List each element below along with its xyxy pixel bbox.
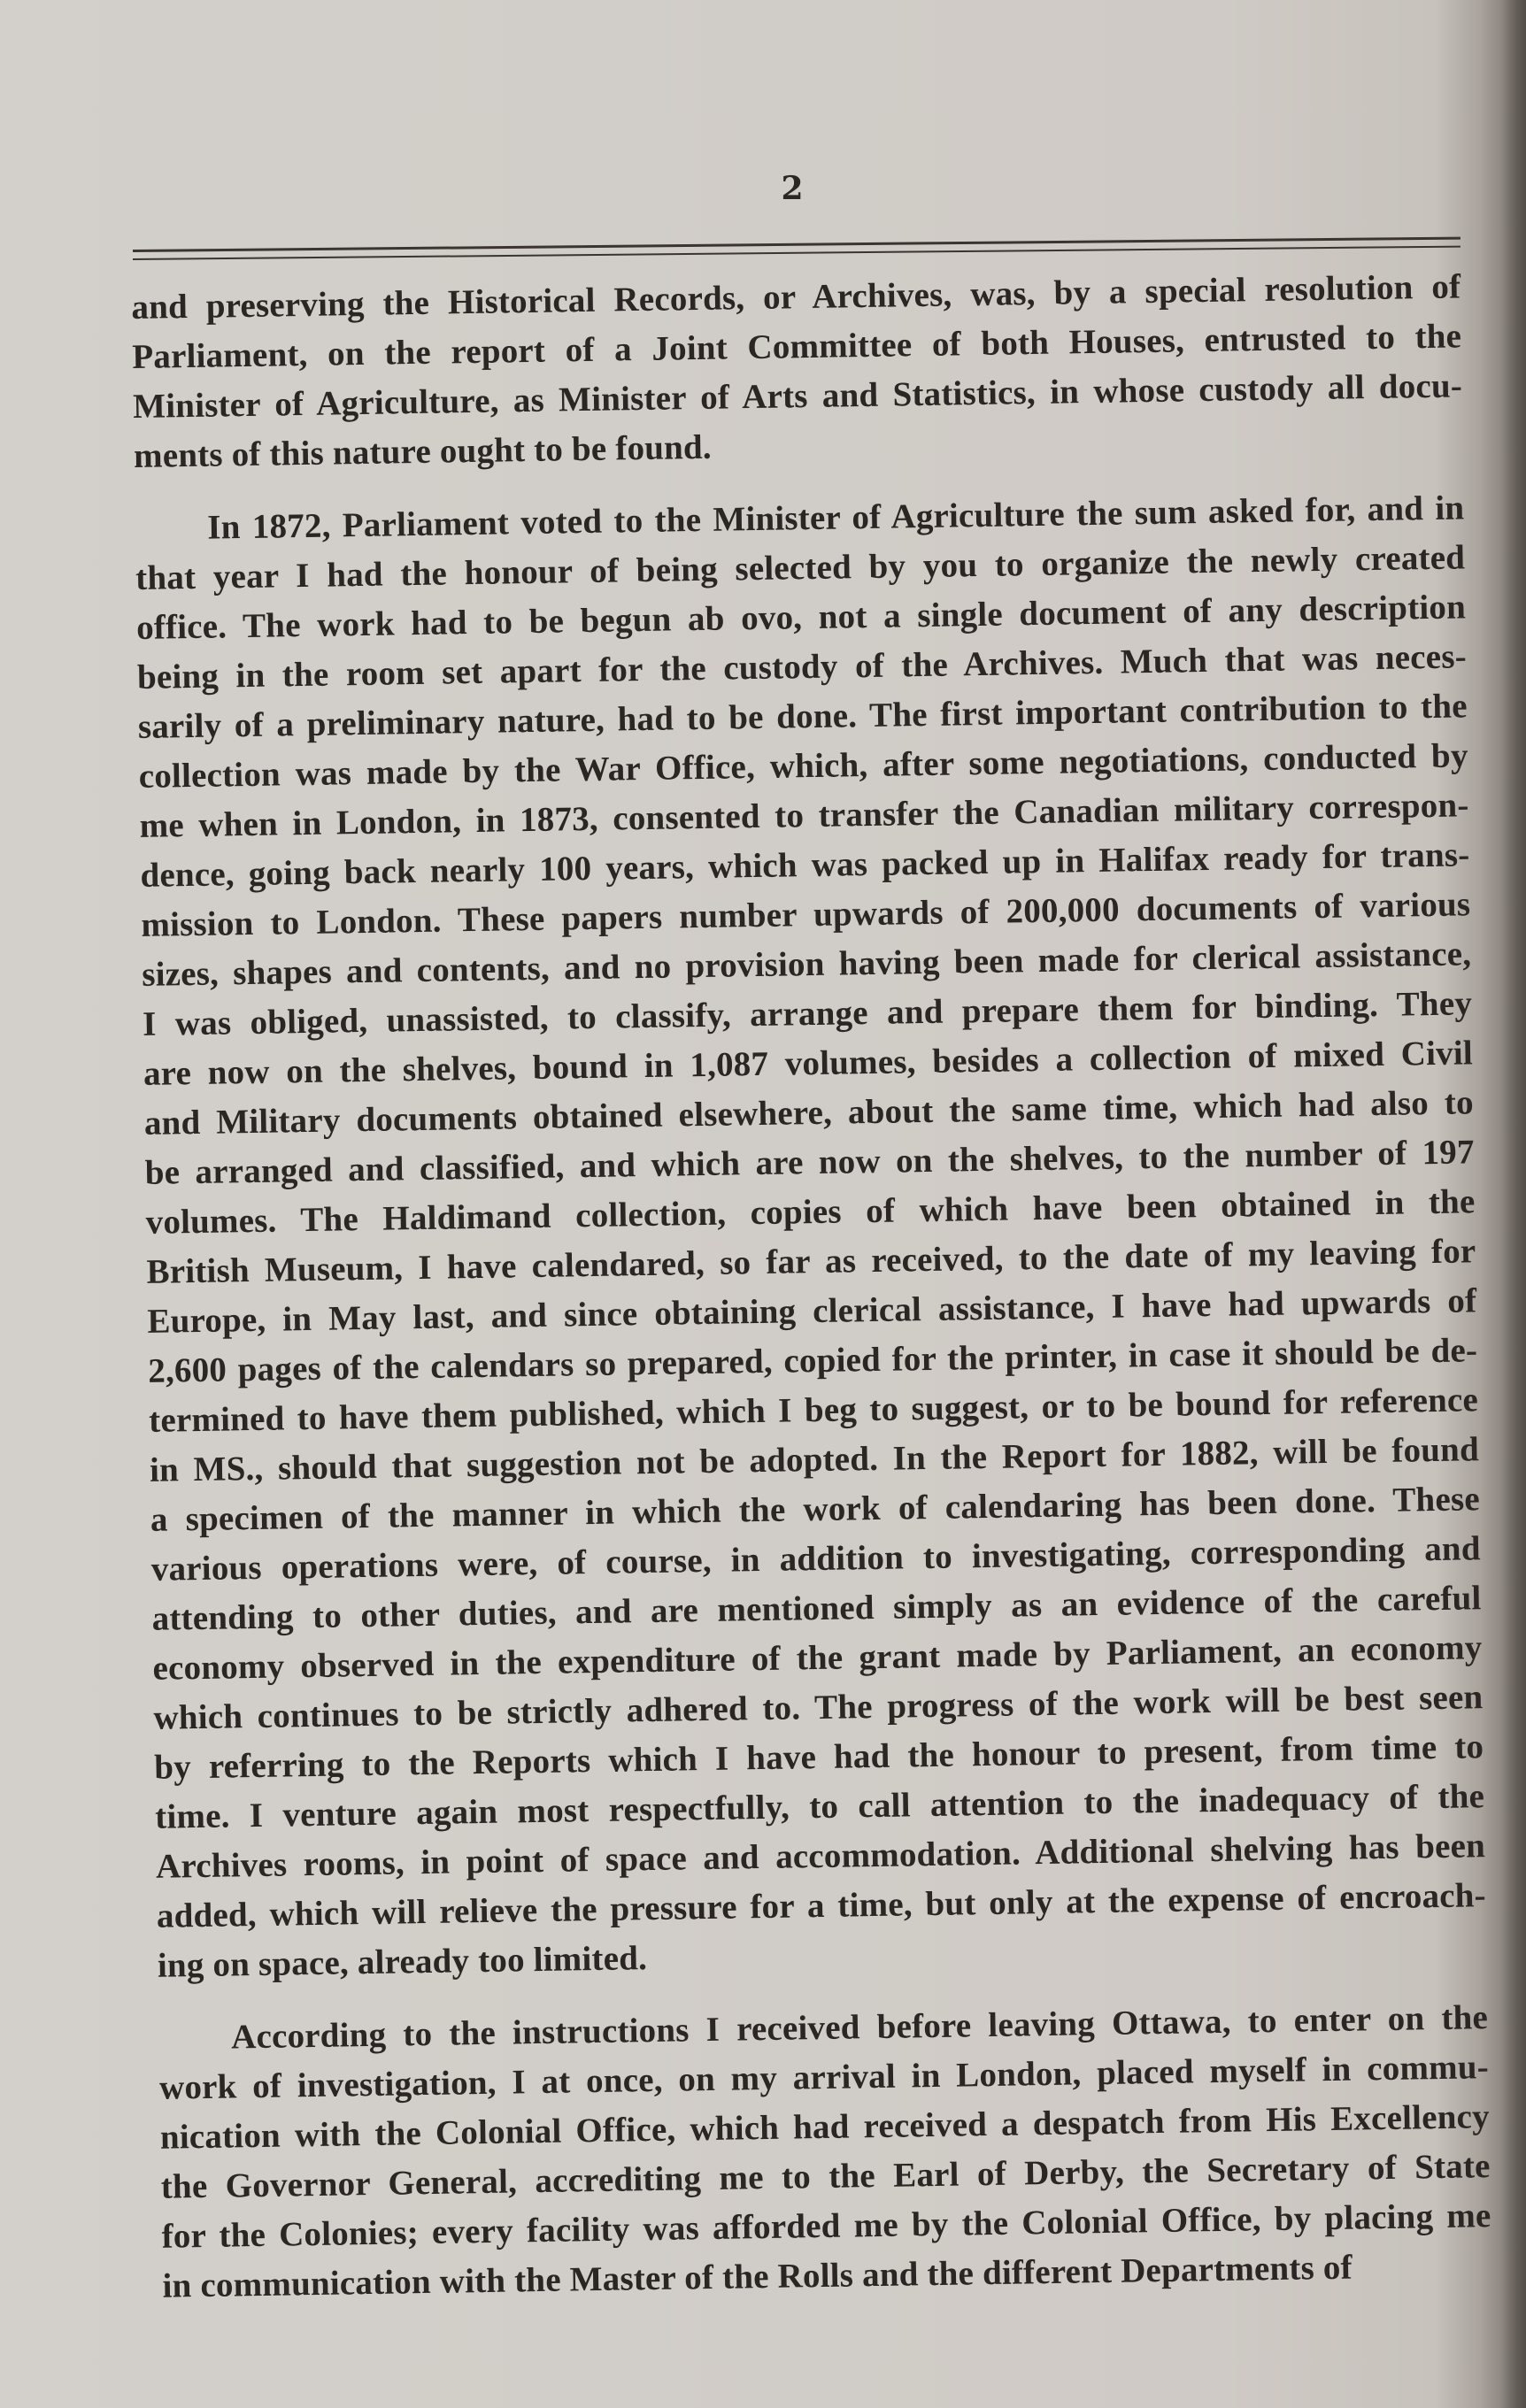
page-edge-shadow — [1501, 0, 1526, 2408]
text-line: Minister of Agriculture, as Minister of Arts and Statistics, in whose custody all docu- — [132, 366, 1463, 426]
text-line: dence, going back nearly 100 years, which was packed up in Halifax ready for trans- — [140, 835, 1470, 895]
text-line: sarily of a preliminary nature, had to be done. The first important contribution to the — [137, 687, 1468, 746]
text-line: by referring to the Reports which I have had the honour to present, from time to — [154, 1727, 1484, 1787]
text-line: volumes. The Haldimand collection, copies of which have been obtained in the — [145, 1182, 1476, 1242]
text-line: 2,600 pages of the calendars so prepared, copied for the printer, in case it should be de- — [147, 1331, 1478, 1390]
text-line: in communication with the Master of the Rolls and the different Departments of — [162, 2248, 1353, 2305]
paragraph — [158, 1993, 1492, 2312]
text-line: for the Colonies; every facility was afforded me by the Colonial Office, by placing me — [161, 2196, 1491, 2256]
text-line: work of investigation, I at once, on my arrival in London, placed myself in commu- — [158, 2048, 1490, 2107]
text-line: nication with the Colonial Office, which had received a despatch from His Excellency — [159, 2097, 1491, 2157]
text-line: termined to have them published, which I beg to suggest, or to be bound for reference — [148, 1381, 1479, 1440]
text-line: office. The work had to be begun ab ovo, not a single document of any description — [135, 588, 1467, 647]
text-line: collection was made by the War Office, which, after some negotiations, conducted by — [138, 736, 1468, 796]
text-line: I was obliged, unassisted, to classify, arrange and prepare them for binding. They — [142, 984, 1473, 1043]
text-line: Archives rooms, in point of space and accommodation. Additional shelving has been — [155, 1827, 1486, 1886]
text-line: and preserving the Historical Records, or Archives, was, by a special resolution of — [131, 267, 1461, 327]
page-number: 2 — [781, 170, 804, 207]
text-line: that year I had the honour of being selected by you to organize the newly created — [135, 538, 1466, 597]
text-line: According to the instructions I received before leaving Ottawa, to enter on the — [230, 1998, 1489, 2057]
text-line: Parliament, on the report of a Joint Committee of both Houses, entrusted to the — [131, 317, 1462, 376]
text-line: me when in London, in 1873, consented to transfer the Canadian military correspon- — [139, 786, 1469, 845]
text-line: the Governor General, accrediting me to the Earl of Derby, the Secretary of State — [160, 2147, 1491, 2206]
text-line: a specimen of the manner in which the work of calendaring has been done. These — [150, 1480, 1481, 1539]
body-text — [131, 262, 1492, 2334]
text-line: ing on space, already too limited. — [157, 1939, 648, 1985]
text-line: economy observed in the expenditure of the grant made by Parliament, an economy — [152, 1628, 1483, 1688]
text-line: attending to other duties, and are mentioned simply as an evidence of the careful — [151, 1579, 1482, 1638]
text-line: British Museum, I have calendared, so far as received, to the date of my leaving for — [146, 1232, 1476, 1291]
header-rule-top — [133, 237, 1460, 252]
text-line: mission to London. These papers number upwards of 200,000 documents of various — [141, 885, 1471, 944]
text-line: ments of this nature ought to be found. — [133, 427, 713, 475]
text-line: Europe, in May last, and since obtaining clerical assistance, I have had upwards of — [147, 1281, 1477, 1341]
text-line: which continues to be strictly adhered to. The progress of the work will be best seen — [153, 1678, 1484, 1737]
text-line: and Military documents obtained elsewhere, about the same time, which had also to — [143, 1083, 1475, 1142]
paragraph — [131, 262, 1463, 481]
text-line: are now on the shelves, bound in 1,087 volumes, besides a collection of mixed Civil — [143, 1034, 1474, 1093]
text-line: time. I venture again most respectfully, to call attention to the inadequacy of the — [154, 1777, 1485, 1836]
text-line: being in the room set apart for the custody of the Archives. Much that was neces- — [136, 637, 1468, 696]
text-line: sizes, shapes and contents, and no provision having been made for clerical assistance, — [141, 935, 1472, 994]
text-line: be arranged and classified, and which are now on the shelves, to the number of 197 — [144, 1133, 1475, 1192]
text-line: In 1872, Parliament voted to the Minister of Agriculture the sum asked for, and in — [207, 489, 1465, 547]
text-line: in MS., should that suggestion not be adopted. In the Report for 1882, will be found — [149, 1430, 1480, 1489]
text-line: added, which will relieve the pressure for a time, but only at the expense of encroach- — [156, 1876, 1487, 1935]
paragraph — [135, 483, 1487, 1990]
text-line: various operations were, of course, in addition to investigating, corresponding and — [150, 1529, 1481, 1589]
